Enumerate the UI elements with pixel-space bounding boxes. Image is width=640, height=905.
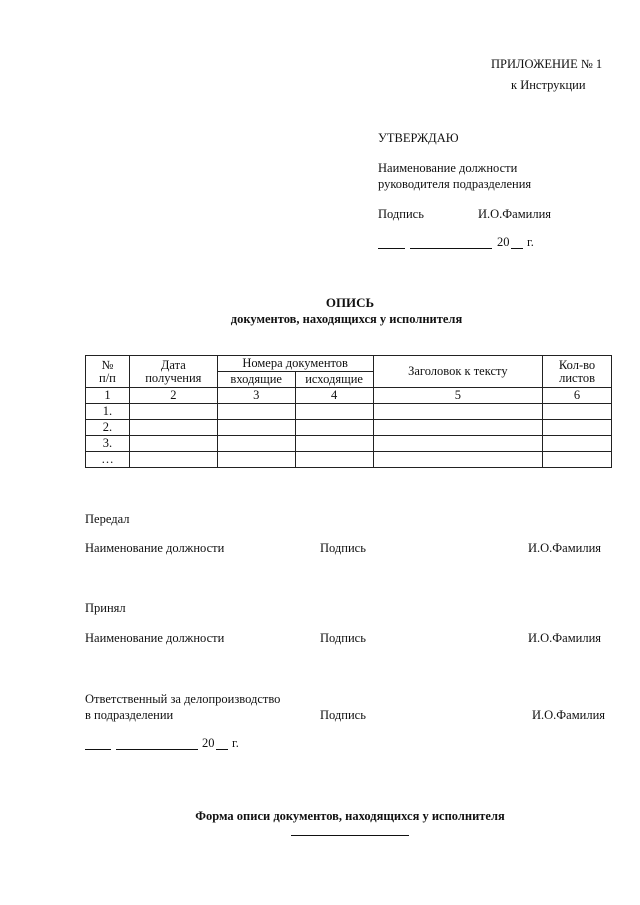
table-cell[interactable] xyxy=(295,452,373,468)
header-outgoing: исходящие xyxy=(295,372,373,388)
header-heading: Заголовок к тексту xyxy=(373,356,543,388)
table-cell[interactable] xyxy=(129,404,217,420)
doc-subtitle: документов, находящихся у исполнителя xyxy=(230,312,463,326)
row-number: 3. xyxy=(86,436,130,452)
approve-year-blank xyxy=(511,248,523,249)
responsible-year-suffix: г. xyxy=(232,736,239,750)
footer-underline xyxy=(291,835,409,836)
doc-title: ОПИСЬ xyxy=(325,295,375,310)
table-cell[interactable] xyxy=(543,452,612,468)
approve-name: И.О.Фамилия xyxy=(478,207,552,221)
table-cell[interactable] xyxy=(543,436,612,452)
handed-title: Передал xyxy=(85,512,130,526)
header-incoming: входящие xyxy=(217,372,295,388)
table-cell[interactable] xyxy=(217,420,295,436)
responsible-line2: в подразделении xyxy=(85,708,174,722)
table-row xyxy=(86,404,612,420)
table-cell[interactable] xyxy=(129,420,217,436)
header-sheets-line2: листов xyxy=(559,370,596,385)
index-cell: 2 xyxy=(129,388,217,404)
inventory-table xyxy=(85,355,612,468)
table-header-row-1 xyxy=(86,356,612,372)
header-sheets xyxy=(543,356,612,388)
header-date-line1: Дата xyxy=(160,357,186,372)
header-date xyxy=(129,356,217,388)
received-signature: Подпись xyxy=(320,631,366,645)
handed-name: И.О.Фамилия xyxy=(528,541,602,555)
table-cell[interactable] xyxy=(373,420,543,436)
index-cell: 6 xyxy=(543,388,612,404)
approve-month-blank xyxy=(410,248,492,249)
table-row xyxy=(86,420,612,436)
responsible-day-blank xyxy=(85,749,111,750)
index-cell: 5 xyxy=(373,388,543,404)
appendix-title: ПРИЛОЖЕНИЕ № 1 xyxy=(491,57,603,71)
footer-caption: Форма описи документов, находящихся у исполнителя xyxy=(195,809,505,823)
responsible-line1: Ответственный за делопроизводство xyxy=(85,692,281,706)
responsible-year-prefix: 20 xyxy=(202,736,215,750)
responsible-year-blank xyxy=(216,749,228,750)
approve-position-line2: руководителя подразделения xyxy=(378,177,532,191)
row-number: 1. xyxy=(86,404,130,420)
table-cell[interactable] xyxy=(295,420,373,436)
header-doc-numbers: Номера документов xyxy=(217,356,373,372)
index-cell: 3 xyxy=(217,388,295,404)
approve-year-suffix: г. xyxy=(527,235,534,249)
responsible-name: И.О.Фамилия xyxy=(532,708,606,722)
row-number: 2. xyxy=(86,420,130,436)
table-cell[interactable] xyxy=(543,404,612,420)
table-cell[interactable] xyxy=(295,436,373,452)
received-name: И.О.Фамилия xyxy=(528,631,602,645)
index-cell: 4 xyxy=(295,388,373,404)
table-cell[interactable] xyxy=(217,452,295,468)
header-num xyxy=(86,356,130,388)
table-index-row xyxy=(86,388,612,404)
table-cell[interactable] xyxy=(543,420,612,436)
header-date-line2: получения xyxy=(145,370,202,385)
header-num-line2: п/п xyxy=(99,370,116,385)
table-cell[interactable] xyxy=(295,404,373,420)
appendix-subtitle: к Инструкции xyxy=(511,78,586,92)
handed-position: Наименование должности xyxy=(85,541,225,555)
table-cell[interactable] xyxy=(217,436,295,452)
table-cell[interactable] xyxy=(373,452,543,468)
received-title: Принял xyxy=(85,601,126,615)
received-position: Наименование должности xyxy=(85,631,225,645)
responsible-signature: Подпись xyxy=(320,708,366,722)
header-num-line1: № xyxy=(101,357,114,372)
approve-signature: Подпись xyxy=(378,207,424,221)
handed-signature: Подпись xyxy=(320,541,366,555)
responsible-month-blank xyxy=(116,749,198,750)
approve-title: УТВЕРЖДАЮ xyxy=(378,131,459,145)
header-sheets-line1: Кол-во xyxy=(558,357,596,372)
index-cell: 1 xyxy=(86,388,130,404)
row-number: … xyxy=(86,452,130,468)
table-cell[interactable] xyxy=(373,404,543,420)
table-row xyxy=(86,452,612,468)
table-cell[interactable] xyxy=(373,436,543,452)
table-cell[interactable] xyxy=(217,404,295,420)
approve-day-blank xyxy=(378,248,405,249)
table-row xyxy=(86,436,612,452)
table-cell[interactable] xyxy=(129,452,217,468)
approve-position-line1: Наименование должности xyxy=(378,161,518,175)
table-cell[interactable] xyxy=(129,436,217,452)
approve-year-prefix: 20 xyxy=(497,235,510,249)
